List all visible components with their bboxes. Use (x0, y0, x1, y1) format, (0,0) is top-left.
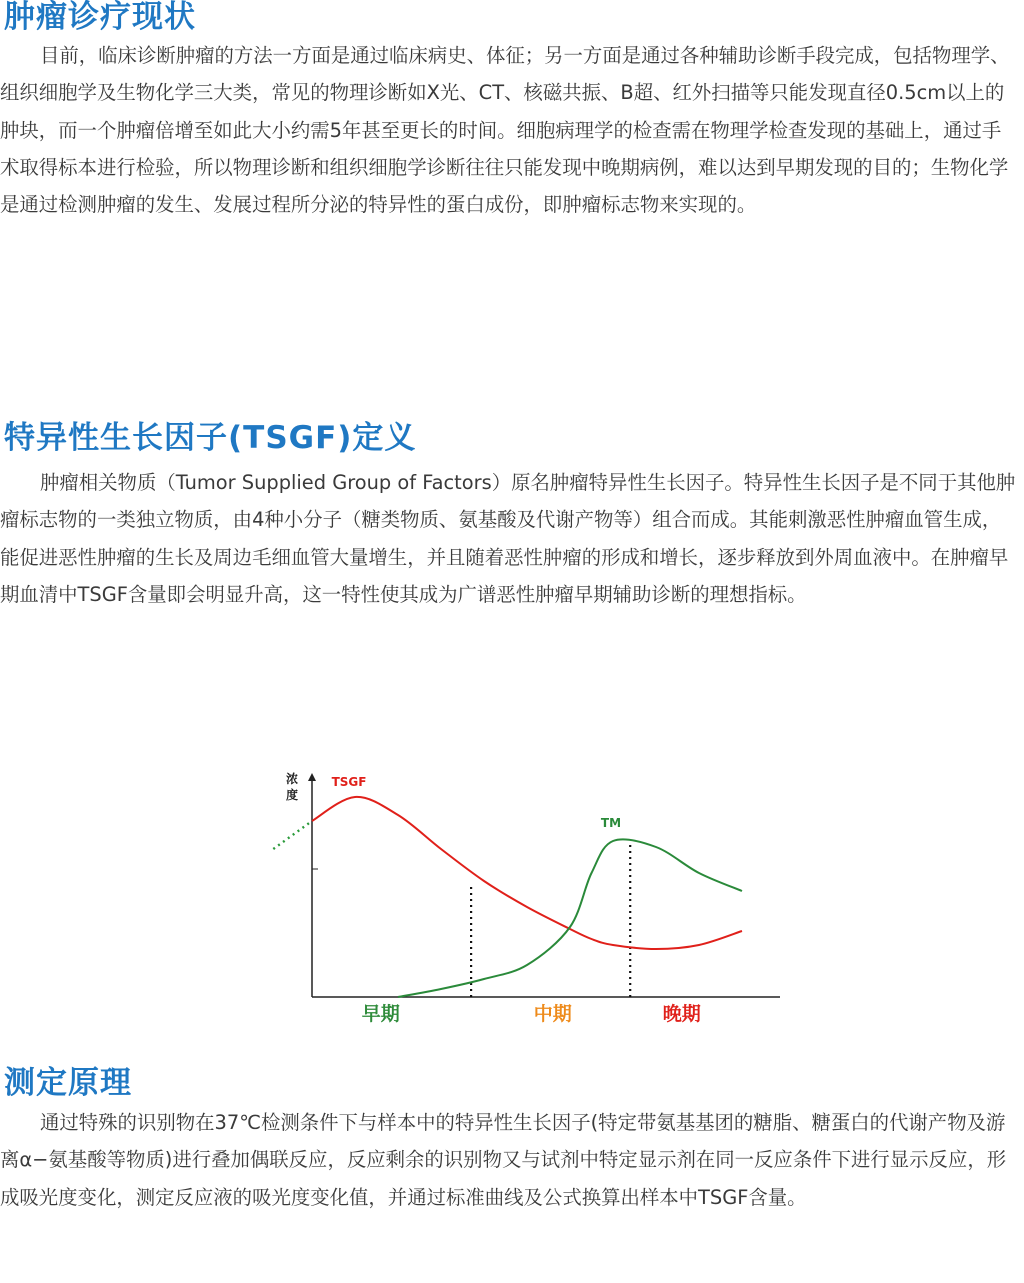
tumor-marker-chart (260, 765, 780, 1045)
series-label-tsgf: TSGF (331, 775, 367, 789)
section-title-status: 肿瘤诊疗现状 (4, 0, 196, 35)
stage-label: 中期 (533, 1003, 572, 1025)
y-axis-label: 度 (286, 788, 299, 802)
section-body-principle: 通过特殊的识别物在37℃检测条件下与样本中的特异性生长因子(特定带氨基基团的糖脂、糖蛋白的代谢产物及游离α−氨基酸等物质)进行叠加偶联反应，反应剩余的识别物又与试剂中特定显示剂在同一反应条件下进行显示反应，形成吸光度变化，测定反应液的吸光度变化值，并通过标准曲线及公式换算出样本中TSGF含量。 (0, 1111, 1007, 1209)
stage-label: 晚期 (662, 1003, 701, 1025)
series-label-tm: TM (600, 816, 622, 830)
stage-label: 早期 (361, 1003, 400, 1025)
section-title-definition: 特异性生长因子(TSGF)定义 (4, 420, 417, 456)
series-line-tm (398, 839, 742, 997)
tsgf-lead-in (273, 821, 312, 849)
series-line-tsgf (312, 797, 742, 949)
chart-labels (286, 771, 701, 1025)
chart-series (273, 797, 742, 997)
section-body-definition: 肿瘤相关物质（Tumor Supplied Group of Factors）原名肿瘤特异性生长因子。特异性生长因子是不同于其他肿瘤标志物的一类独立物质，由4种小分子（糖类物质、氨基酸及代谢产物等）组合而成。其能刺激恶性肿瘤血管生成，能促进恶性肿瘤的生长及周边毛细血管大量增生，并且随着恶性肿瘤的形成和增长，逐步释放到外周血液中。在肿瘤早期血清中TSGF含量即会明显升高，这一特性使其成为广谱恶性肿瘤早期辅助诊断的理想指标。 (0, 471, 1016, 606)
section-title-principle: 测定原理 (4, 1065, 132, 1101)
chart-axes (308, 773, 780, 1001)
y-axis-label: 浓 (286, 772, 299, 786)
y-axis-arrow (308, 773, 316, 781)
section-body-status: 目前，临床诊断肿瘤的方法一方面是通过临床病史、体征；另一方面是通过各种辅助诊断手段完成，包括物理学、组织细胞学及生物化学三大类，常见的物理诊断如X光、CT、核磁共振、B超、红外扫描等只能发现直径0.5cm以上的肿块，而一个肿瘤倍增至如此大小约需5年甚至更长的时间。细胞病理学的检查需在物理学检查发现的基础上，通过手术取得标本进行检验，所以物理诊断和组织细胞学诊断往往只能发现中晚期病例，难以达到早期发现的目的；生物化学是通过检测肿瘤的发生、发展过程所分泌的特异性的蛋白成份，即肿瘤标志物来实现的。 (0, 44, 1010, 217)
